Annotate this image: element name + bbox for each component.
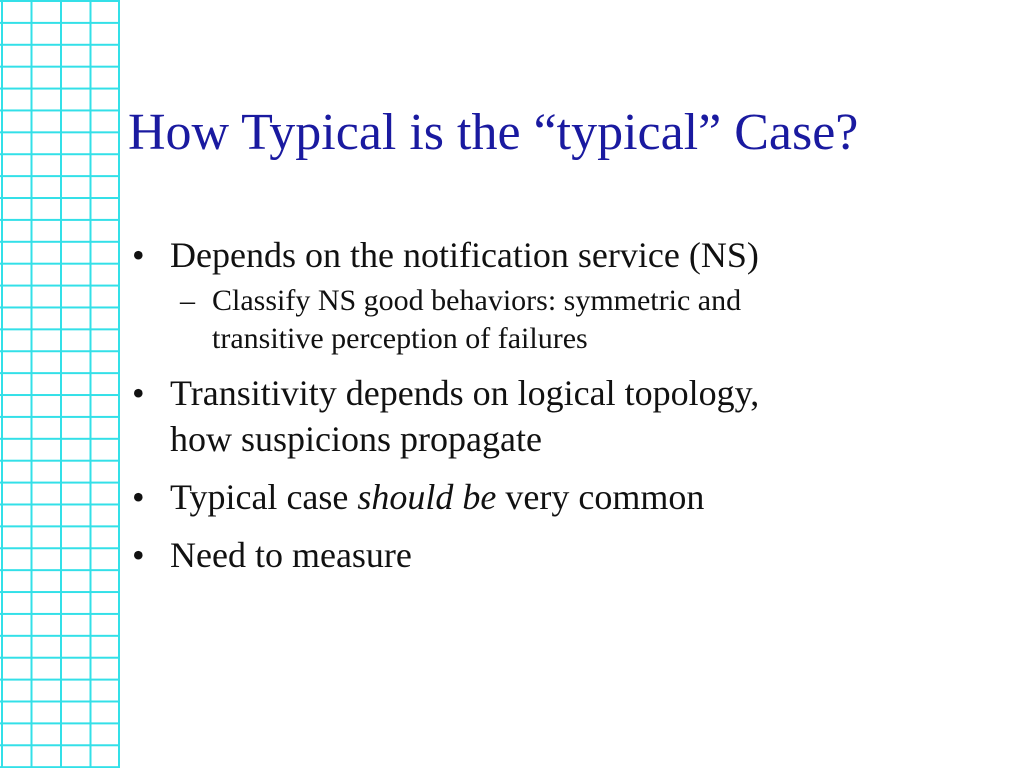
- slide-title: How Typical is the “typical” Case?: [128, 104, 859, 161]
- bullet-text-emphasis: should be: [357, 477, 497, 517]
- sub-bullet-text-line1: Classify NS good behaviors: symmetric and: [212, 284, 742, 317]
- bullet-text: Need to measure: [170, 535, 412, 575]
- sub-bullet-item: [168, 282, 1008, 358]
- sub-bullet-marker: –: [180, 284, 195, 317]
- bullet-text-after: very common: [496, 477, 705, 517]
- bullet-marker: •: [132, 535, 145, 575]
- bullet-text-before: Typical case: [170, 477, 358, 517]
- bullet-marker: •: [132, 477, 145, 517]
- bullet-text-line2: how suspicions propagate: [170, 419, 542, 459]
- sub-bullet-text-line2: transitive perception of failures: [212, 322, 588, 355]
- bullet-marker: •: [132, 373, 145, 413]
- bullet-list: [128, 232, 1008, 590]
- bullet-text: Depends on the notification service (NS): [170, 235, 759, 275]
- sub-bullet-list: [170, 282, 1008, 358]
- bullet-item: [128, 370, 1008, 462]
- bullet-item: [128, 474, 1008, 520]
- bullet-marker: •: [132, 235, 145, 275]
- bullet-item: [128, 532, 1008, 578]
- bullet-item: [128, 232, 1008, 358]
- bullet-text-line1: Transitivity depends on logical topology,: [170, 373, 760, 413]
- grid-decoration: [0, 0, 120, 768]
